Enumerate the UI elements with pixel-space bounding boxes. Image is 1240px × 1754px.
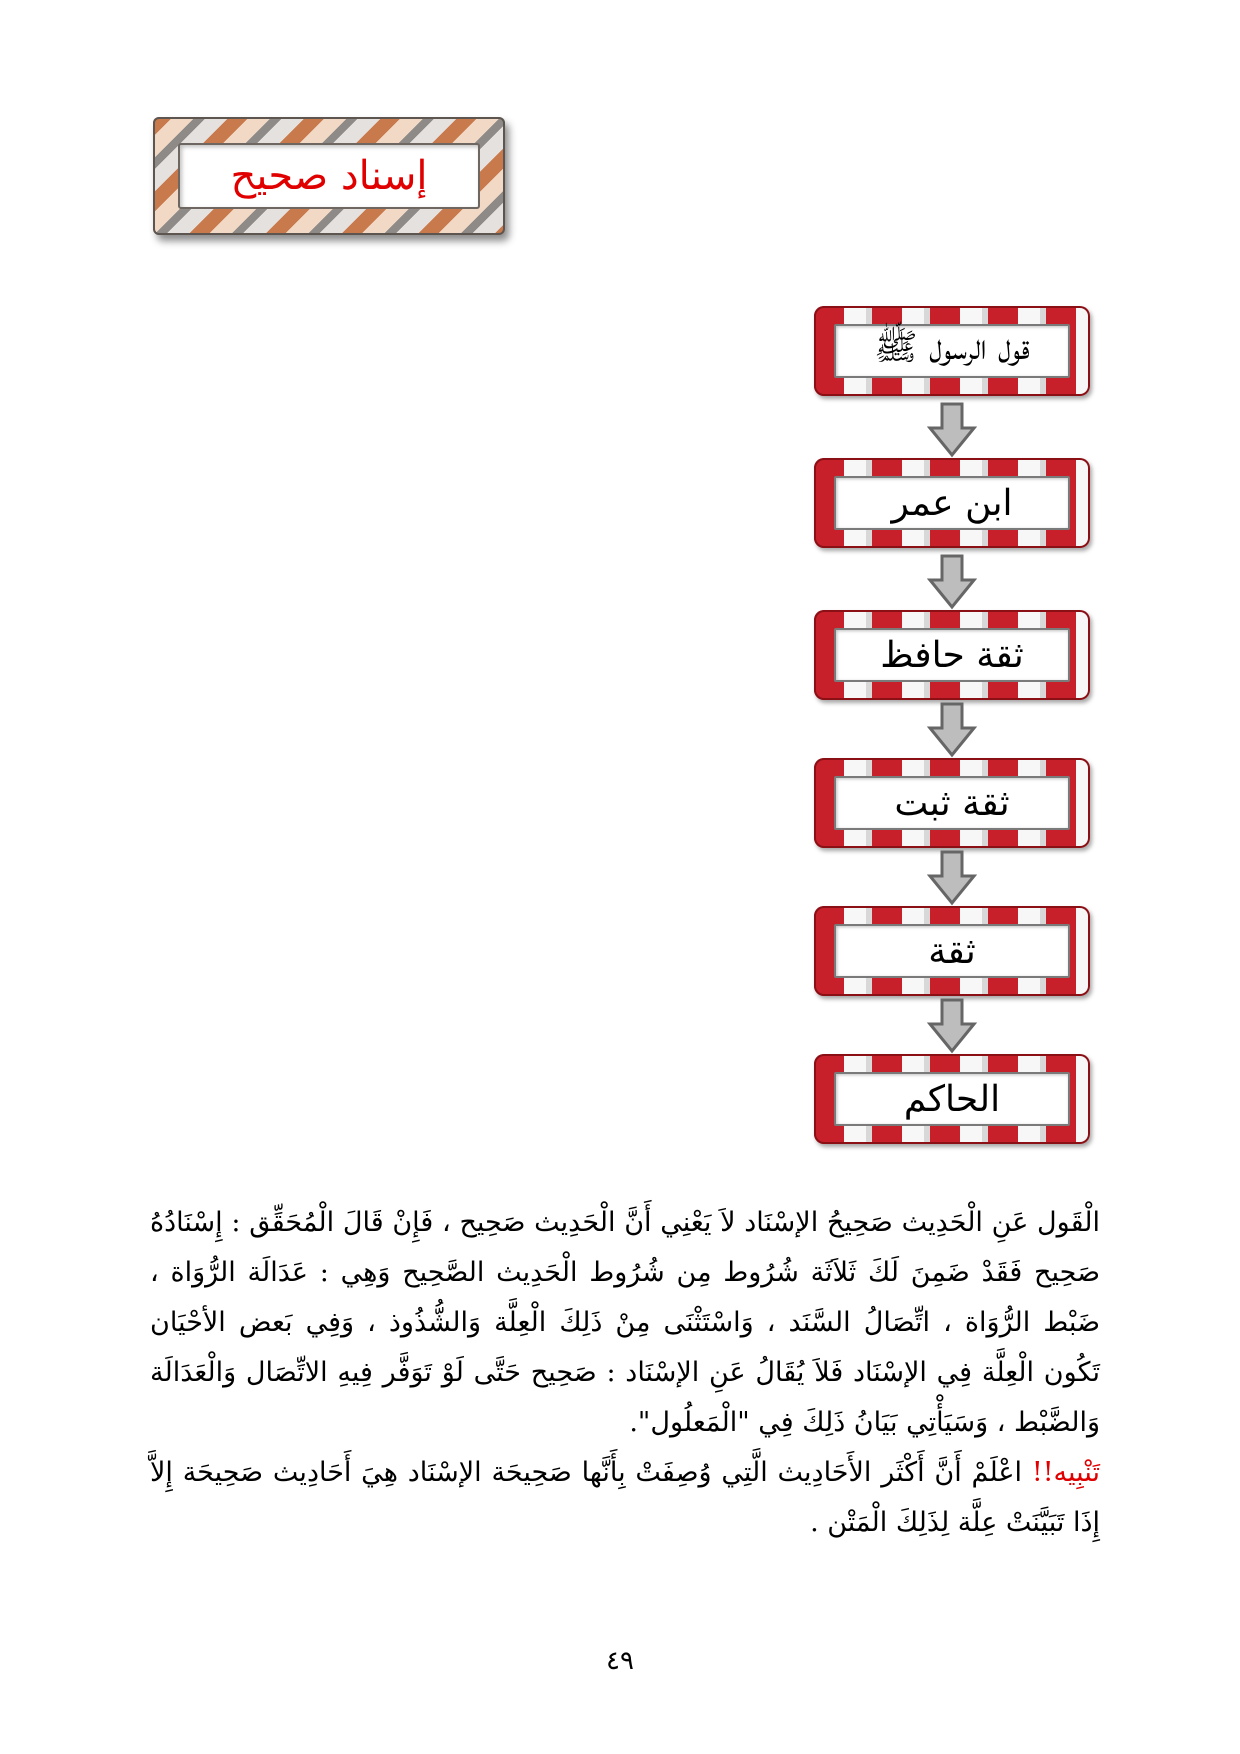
down-arrow-icon bbox=[927, 554, 977, 610]
down-arrow-icon bbox=[927, 402, 977, 458]
chain-box-prophet bbox=[814, 306, 1090, 396]
page-number: ٤٩ bbox=[606, 1646, 634, 1676]
chain-label: ثقة bbox=[928, 930, 976, 972]
chain-box-ibn-umar bbox=[814, 458, 1090, 548]
down-arrow-icon bbox=[927, 998, 977, 1054]
chain-box-hakim bbox=[814, 1054, 1090, 1144]
note-paragraph bbox=[150, 1448, 1100, 1548]
body-paragraph: الْقَول عَنِ الْحَدِيث صَحِيحُ الإسْنَاد لاَ يَعْنِي أَنَّ الْحَدِيث صَحِيح ، فَإِنْ قَالَ الْمُحَقِّق : إِسْنَادُهُ صَحِيح فَقَدْ ضَمِنَ لَكَ ثَلاَثَة شُرُوط مِن شُرُوط الْحَدِيث الصَّحِيح وَهِي : عَدَالَة الرُّوَاة ، ضَبْط الرُّوَاة ، اتِّصَالُ السَّنَد ، وَاسْتَثْنَى مِنْ ذَلِكَ الْعِلَّة وَالشُّذُوذ ، وَفِي بَعض الأحْيَان تَكُون الْعِلَّة فِي الإسْنَاد فَلاَ يُقَالُ عَنِ الإسْنَاد : صَحِيح حَتَّى لَوْ تَوَفَّر فِيهِ الاتِّصَال وَالْعَدَالَة وَالضَّبْط ، وَسَيَأْتِي بَيَانُ ذَلِكَ فِي "الْمَعلُول". bbox=[150, 1207, 1100, 1438]
chain-label: الحاكم bbox=[903, 1078, 1001, 1120]
down-arrow-icon bbox=[927, 702, 977, 758]
note-text: اعْلَمْ أَنَّ أَكْثَر الأَحَادِيث الَّتِي وُصِفَتْ بِأَنَّها صَحِيحَة الإسْنَاد هِيَ أَحَادِيث صَحِيحَة إِلاَّ إِذَا تَبَيَّنَتْ عِلَّة لِذَلِكَ الْمَتْن . bbox=[150, 1457, 1100, 1538]
chain-box-thiqa-hafiz bbox=[814, 610, 1090, 700]
chain-label: ابن عمر bbox=[891, 482, 1013, 524]
title-banner bbox=[153, 117, 505, 235]
chain-label: قول الرسول ﷺ bbox=[874, 327, 1030, 368]
chain-box-thiqa-thabt bbox=[814, 758, 1090, 848]
title-banner-inner bbox=[178, 143, 480, 209]
chain-label: ثقة حافظ bbox=[880, 634, 1024, 676]
chain-box-thiqa bbox=[814, 906, 1090, 996]
page-title: إسناد صحيح bbox=[230, 153, 428, 199]
note-label: تَنْبِيه!! bbox=[1031, 1457, 1100, 1488]
chain-label: ثقة ثبت bbox=[894, 782, 1010, 824]
body-text bbox=[150, 1198, 1100, 1548]
down-arrow-icon bbox=[927, 850, 977, 906]
